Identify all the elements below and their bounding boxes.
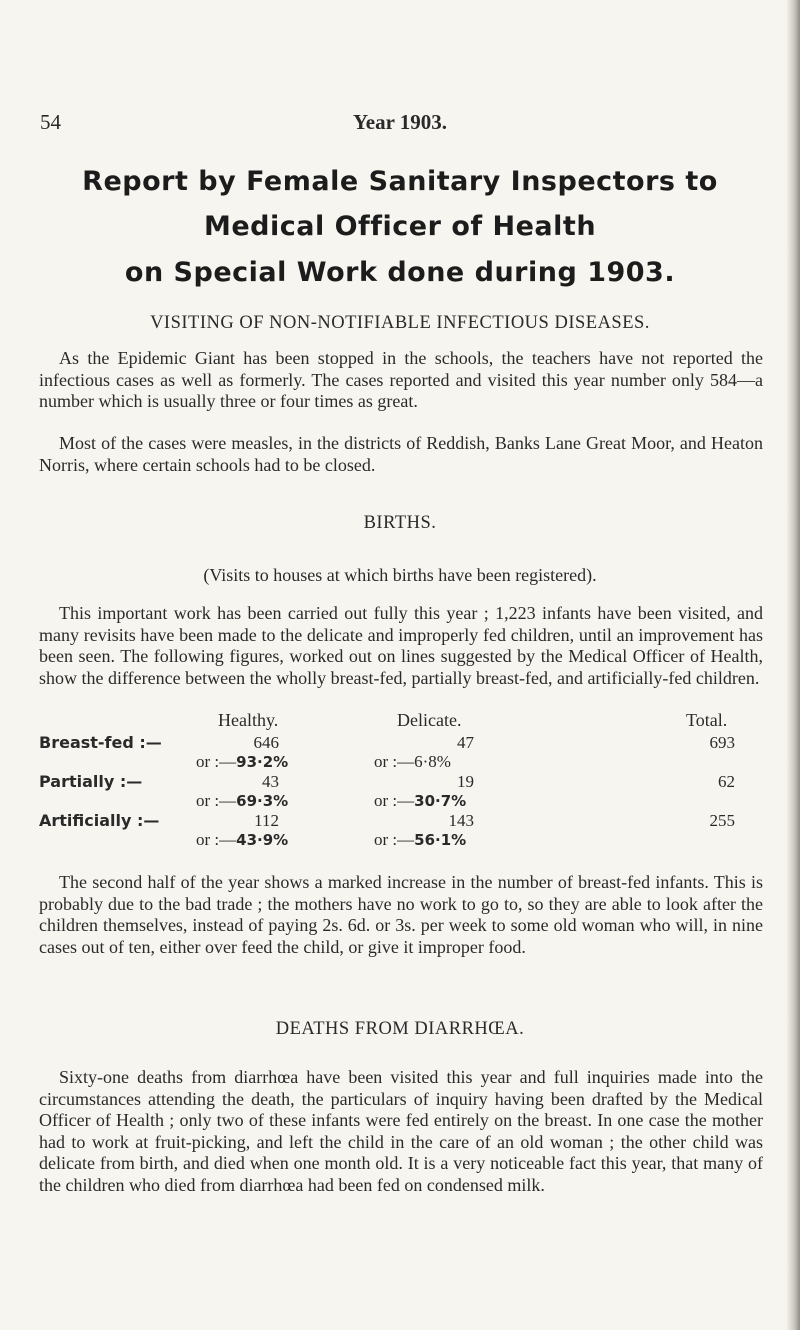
paragraph-diarrhoea-1: Sixty-one deaths from diarrhœa have been visited this year and full inquiries made into the circumstances attending the death, the particulars of inquiry having been drafted by the Medical Officer of Health ; only two of these infants were fed entirely on the breast. In one case the mother had to work at fruit-picking, and left the child in the care of an old woman ; the other child was delicate from birth, and died when one month old. It is a very noticeable fact this year, that many of the children who died from diarrhœa had been fed on condensed milk. <box>39 1067 763 1195</box>
section-heading-infectious: VISITING OF NON-NOTIFIABLE INFECTIOUS DISEASES. <box>150 313 650 333</box>
section-heading-births: BIRTHS. <box>363 513 437 533</box>
report-title-line-2: Medical Officer of Health <box>203 211 597 242</box>
row-label-breast-fed: Breast-fed :— <box>39 733 162 752</box>
row-label-partially: Partially :— <box>39 772 143 791</box>
running-title: Year 1903. <box>352 110 448 134</box>
table-cell-healthy-percent: or :—93·2% <box>196 752 289 771</box>
table-cell-delicate-percent: or :—30·7% <box>374 791 467 810</box>
section-heading-diarrhoea: DEATHS FROM DIARRHŒA. <box>275 1019 525 1039</box>
table-cell-healthy-percent: or :—69·3% <box>196 791 289 810</box>
column-header-total: Total. <box>686 710 728 730</box>
table-cell-healthy: 112 <box>254 811 279 830</box>
column-header-delicate: Delicate. <box>397 710 462 730</box>
report-title-line-3: on Special Work done during 1903. <box>124 257 676 288</box>
report-title-line-1: Report by Female Sanitary Inspectors to <box>82 166 718 197</box>
table-cell-healthy: 646 <box>253 733 279 752</box>
table-cell-healthy: 43 <box>262 772 279 791</box>
table-cell-total: 693 <box>709 733 735 752</box>
births-note: (Visits to houses at which births have been registered). <box>203 565 597 585</box>
paragraph-infectious-1: As the Epidemic Giant has been stopped in the schools, the teachers have not reported the infectious cases as well as formerly. The cases reported and visited this year number only 584—a number which is usually three or four times as great. <box>39 348 763 411</box>
table-cell-total: 255 <box>709 811 735 830</box>
paragraph-births-1: This important work has been carried out fully this year ; 1,223 infants have been visited, and many revisits have been made to the delicate and improperly fed children, until an improvement has been seen. The following figures, worked out on lines suggested by the Medical Officer of Health, show the difference between the wholly breast-fed, partially breast-fed, and artificially-fed children. <box>39 603 763 688</box>
table-cell-delicate-percent: or :—56·1% <box>374 830 467 849</box>
page-number: 54 <box>40 110 61 134</box>
column-header-healthy: Healthy. <box>218 710 279 730</box>
paragraph-births-2: The second half of the year shows a marked increase in the number of breast-fed infants. This is probably due to the bad trade ; the mothers have no work to go to, so they are able to look after the children themselves, instead of paying 2s. 6d. or 3s. per week to some old woman who will, in nine cases out of ten, either over feed the child, or give it improper food. <box>39 872 763 957</box>
table-cell-delicate: 143 <box>448 811 474 830</box>
table-cell-delicate-percent: or :—6·8% <box>374 752 451 771</box>
table-cell-total: 62 <box>718 772 735 791</box>
table-cell-delicate: 19 <box>457 772 474 791</box>
table-cell-delicate: 47 <box>457 733 474 752</box>
table-cell-healthy-percent: or :—43·9% <box>196 830 289 849</box>
row-label-artificially: Artificially :— <box>39 811 160 830</box>
paragraph-infectious-2: Most of the cases were measles, in the districts of Reddish, Banks Lane Great Moor, and Heaton Norris, where certain schools had to be closed. <box>39 433 763 475</box>
